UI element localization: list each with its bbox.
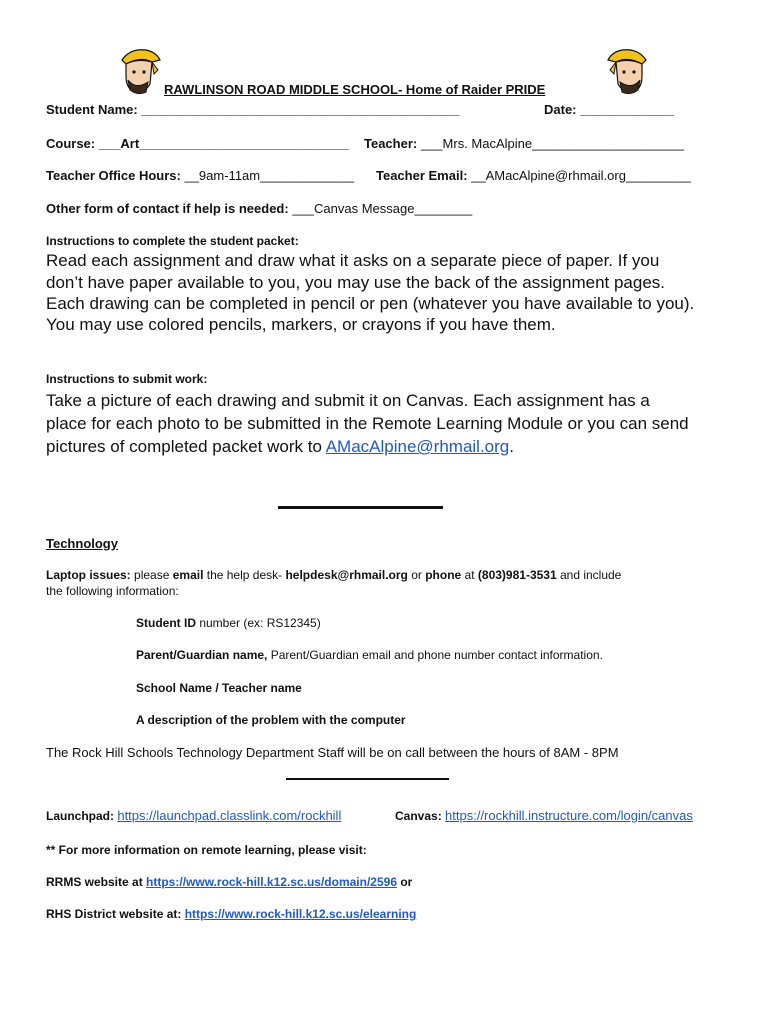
- packet-instruction-line: You may use colored pencils, markers, or crayons if you have them.: [46, 315, 556, 334]
- technology-heading: Technology: [46, 536, 118, 551]
- packet-instruction-line: Read each assignment and draw what it asks on a separate piece of paper. If you: [46, 251, 660, 270]
- other-contact-field: [46, 201, 472, 216]
- teacher-email-value: __AMacAlpine@rhmail.org_________: [467, 168, 692, 183]
- email-word: email: [172, 568, 204, 582]
- teacher-email-label: Teacher Email:: [376, 168, 468, 183]
- rhs-link[interactable]: https://www.rock-hill.k12.sc.us/elearning: [184, 907, 417, 921]
- teacher-email-field: [376, 168, 691, 183]
- canvas-link[interactable]: https://rockhill.instructure.com/login/canvas: [445, 808, 693, 823]
- info-item: [136, 713, 406, 727]
- info-item-bold: School Name / Teacher name: [136, 681, 302, 695]
- info-item-rest: Parent/Guardian email and phone number contact information.: [267, 648, 603, 662]
- submit-line-suffix: .: [509, 437, 514, 456]
- laptop-text: at: [461, 568, 478, 582]
- packet-instruction-line: Each drawing can be completed in pencil or pen (whatever you have available to you).: [46, 294, 695, 313]
- teacher-label: Teacher:: [364, 136, 418, 151]
- canvas-row: [395, 808, 693, 823]
- other-contact-value: ___Canvas Message________: [288, 201, 473, 216]
- info-item-rest: number (ex: RS12345): [196, 616, 321, 630]
- other-contact-label: Other form of contact if help is needed:: [46, 201, 289, 216]
- info-item-bold: Parent/Guardian name,: [136, 648, 268, 662]
- rrms-suffix: or: [397, 875, 413, 889]
- teacher-email-link[interactable]: AMacAlpine@rhmail.org: [325, 437, 510, 456]
- laptop-text: the help desk-: [203, 568, 286, 582]
- phone-word: phone: [425, 568, 462, 582]
- student-name-field: Student Name: ____________________________________________: [46, 102, 460, 117]
- rhs-website-row: [46, 907, 416, 921]
- submit-instructions-heading: Instructions to submit work:: [46, 372, 208, 386]
- teacher-value: ___Mrs. MacAlpine_____________________: [417, 136, 684, 151]
- raider-pirate-mascot-icon: [116, 44, 162, 96]
- teacher-field: [364, 136, 684, 151]
- office-hours-value: __9am-11am_____________: [180, 168, 355, 183]
- laptop-text: or: [407, 568, 426, 582]
- laptop-text: please: [130, 568, 173, 582]
- office-hours-label: Teacher Office Hours:: [46, 168, 181, 183]
- laptop-issues-line2: the following information:: [46, 584, 179, 598]
- raider-pirate-mascot-icon: [606, 44, 652, 96]
- rrms-link[interactable]: https://www.rock-hill.k12.sc.us/domain/2596: [146, 875, 397, 889]
- packet-instructions-heading: Instructions to complete the student packet:: [46, 234, 299, 248]
- info-item-bold: A description of the problem with the computer: [136, 713, 406, 727]
- submit-instruction-line: Take a picture of each drawing and submit it on Canvas. Each assignment has a: [46, 391, 650, 410]
- info-item-bold: Student ID: [136, 616, 196, 630]
- tech-staff-note: The Rock Hill Schools Technology Department Staff will be on call between the hours of 8AM - 8PM: [46, 745, 619, 760]
- laptop-text: and include: [556, 568, 622, 582]
- rrms-label: RRMS website at: [46, 875, 147, 889]
- office-hours-field: [46, 168, 354, 183]
- info-item: [136, 648, 603, 662]
- laptop-issues-label: Laptop issues:: [46, 568, 131, 582]
- page-title: RAWLINSON ROAD MIDDLE SCHOOL- Home of Raider PRIDE: [164, 82, 546, 97]
- more-info-note: ** For more information on remote learning, please visit:: [46, 843, 367, 857]
- info-item: [136, 616, 321, 630]
- canvas-label: Canvas:: [395, 809, 442, 823]
- launchpad-link[interactable]: https://launchpad.classlink.com/rockhill: [117, 808, 342, 823]
- date-field: Date: _____________: [544, 102, 675, 117]
- rhs-label: RHS District website at:: [46, 907, 185, 921]
- submit-line-prefix: pictures of completed packet work to: [46, 437, 326, 456]
- packet-instruction-line: don’t have paper available to you, you may use the back of the assignment pages.: [46, 273, 666, 292]
- launchpad-row: [46, 808, 341, 823]
- info-item: [136, 681, 302, 695]
- rrms-website-row: [46, 875, 412, 889]
- submit-instruction-line: place for each photo to be submitted in the Remote Learning Module or you can send: [46, 414, 689, 433]
- section-divider: [286, 778, 449, 780]
- helpdesk-email: helpdesk@rhmail.org: [285, 568, 408, 582]
- helpdesk-phone: (803)981-3531: [477, 568, 557, 582]
- course-field: Course: ___Art_____________________________: [46, 136, 349, 151]
- section-divider: [278, 506, 443, 509]
- laptop-issues-text: [46, 568, 621, 582]
- submit-instruction-line: [46, 436, 514, 458]
- launchpad-label: Launchpad:: [46, 809, 114, 823]
